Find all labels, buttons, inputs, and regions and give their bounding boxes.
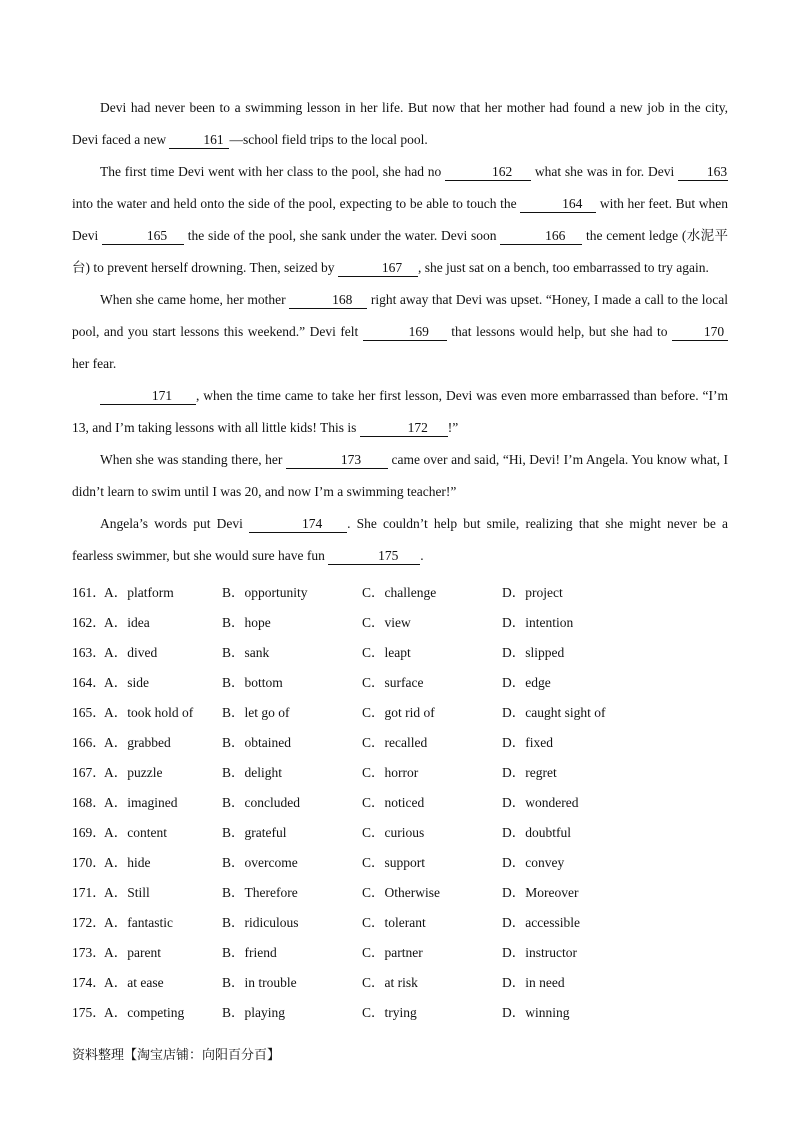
- option-d: D．instructor: [502, 945, 577, 960]
- option-b: B．sank: [222, 645, 270, 660]
- passage-paragraph-6: [72, 508, 728, 572]
- question-row: [72, 758, 728, 788]
- option-c: C．recalled: [362, 735, 428, 750]
- option-b: B．in trouble: [222, 975, 297, 990]
- option-b: B．ridiculous: [222, 915, 299, 930]
- blank-167: 167: [338, 260, 418, 277]
- option-d: D．winning: [502, 1005, 570, 1020]
- question-number: 168．: [72, 795, 106, 810]
- question-row: [72, 998, 728, 1028]
- question-row: [72, 578, 728, 608]
- option-a: A．platform: [104, 585, 174, 600]
- option-b: B．concluded: [222, 795, 300, 810]
- option-c: C．got rid of: [362, 705, 435, 720]
- option-c: C．tolerant: [362, 915, 426, 930]
- option-c: C．at risk: [362, 975, 418, 990]
- question-number: 164．: [72, 675, 106, 690]
- passage-text: right away that Devi was upset. “Honey, I made a call to the local pool, and you start lessons this weekend.” Devi felt: [72, 292, 728, 339]
- passage-text: !”: [447, 420, 459, 435]
- option-b: B．obtained: [222, 735, 291, 750]
- question-row: [72, 908, 728, 938]
- option-a: A．side: [104, 675, 149, 690]
- option-b: B．bottom: [222, 675, 283, 690]
- blank-174: 174: [249, 516, 347, 533]
- passage-text: , when the time came to take her first lesson, Devi was even more embarrassed than before. “I’m 13, and I’m taking lessons with all little kids! This is: [72, 388, 728, 435]
- option-a: A．content: [104, 825, 167, 840]
- question-number: 162．: [72, 615, 106, 630]
- blank-173: 173: [286, 452, 388, 469]
- option-b: B．opportunity: [222, 585, 308, 600]
- option-d: D．wondered: [502, 795, 579, 810]
- question-number: 171．: [72, 885, 106, 900]
- blank-164: 164: [520, 196, 596, 213]
- passage-text: into the water and held onto the side of the pool, expecting to be able to touch the: [72, 196, 521, 211]
- question-number: 163．: [72, 645, 106, 660]
- passage-text: the side of the pool, she sank under the water. Devi soon: [183, 228, 501, 243]
- blank-175: 175: [328, 548, 420, 565]
- option-c: C．support: [362, 855, 426, 870]
- question-row: [72, 668, 728, 698]
- option-d: D．regret: [502, 765, 557, 780]
- blank-163: 163: [678, 164, 728, 181]
- passage-text: . She couldn’t help but smile, realizing that she might never be a fearless swimmer, but she would sure have fun: [72, 516, 729, 563]
- option-c: C．Otherwise: [362, 885, 440, 900]
- option-a: A．at ease: [104, 975, 164, 990]
- option-d: D．intention: [502, 615, 574, 630]
- passage-text: with her feet. But when Devi: [72, 196, 728, 243]
- option-d: D．slipped: [502, 645, 565, 660]
- passage-text: When she was standing there, her: [100, 452, 286, 467]
- option-b: B．delight: [222, 765, 282, 780]
- passage-text: her fear.: [72, 356, 117, 371]
- question-number: 169．: [72, 825, 106, 840]
- passage-paragraph-2: [72, 156, 728, 284]
- question-row: [72, 788, 728, 818]
- question-number: 172．: [72, 915, 106, 930]
- option-a: A．competing: [104, 1005, 185, 1020]
- blank-168: 168: [289, 292, 367, 309]
- option-d: D．in need: [502, 975, 565, 990]
- question-row: [72, 608, 728, 638]
- option-a: A．parent: [104, 945, 161, 960]
- option-d: D．project: [502, 585, 563, 600]
- passage-text: The first time Devi went with her class to the pool, she had no: [100, 164, 446, 179]
- passage-paragraph-4: [72, 380, 728, 444]
- option-c: C．surface: [362, 675, 424, 690]
- answer-options: [72, 578, 728, 1028]
- question-row: [72, 698, 728, 728]
- option-c: C．noticed: [362, 795, 425, 810]
- question-row: [72, 848, 728, 878]
- option-a: A．grabbed: [104, 735, 171, 750]
- option-d: D．doubtful: [502, 825, 571, 840]
- passage-text: the cement ledge (水泥平台) to prevent herself drowning. Then, seized by: [72, 228, 728, 275]
- option-a: A．dived: [104, 645, 158, 660]
- option-a: A．imagined: [104, 795, 178, 810]
- option-a: A．Still: [104, 885, 150, 900]
- blank-162: 162: [445, 164, 531, 181]
- passage-text: .: [420, 548, 424, 563]
- option-a: A．took hold of: [104, 705, 194, 720]
- option-d: D．accessible: [502, 915, 580, 930]
- question-number: 173．: [72, 945, 106, 960]
- option-d: D．caught sight of: [502, 705, 606, 720]
- question-row: [72, 938, 728, 968]
- question-row: [72, 818, 728, 848]
- passage-text: , she just sat on a bench, too embarrassed to try again.: [417, 260, 709, 275]
- option-c: C．leapt: [362, 645, 411, 660]
- option-b: B．grateful: [222, 825, 287, 840]
- option-b: B．overcome: [222, 855, 298, 870]
- option-b: B．playing: [222, 1005, 285, 1020]
- option-d: D．convey: [502, 855, 565, 870]
- option-a: A．fantastic: [104, 915, 173, 930]
- option-c: C．horror: [362, 765, 419, 780]
- option-c: C．partner: [362, 945, 423, 960]
- question-number: 167．: [72, 765, 106, 780]
- passage-text: came over and said, “Hi, Devi! I’m Angela. You know what, I didn’t learn to swim until I was 20, and now I’m a swimming teacher!”: [72, 452, 728, 499]
- passage-paragraph-3: [72, 284, 728, 380]
- blank-161: 161: [169, 132, 229, 149]
- passage-text: Angela’s words put Devi: [100, 516, 250, 531]
- question-row: [72, 638, 728, 668]
- option-c: C．curious: [362, 825, 425, 840]
- question-number: 161．: [72, 585, 106, 600]
- option-c: C．trying: [362, 1005, 417, 1020]
- passage-text: Devi had never been to a swimming lesson in her life. But now that her mother had found a new job in the city, Devi faced a new: [72, 100, 728, 147]
- option-d: D．fixed: [502, 735, 553, 750]
- question-row: [72, 968, 728, 998]
- option-a: A．idea: [104, 615, 150, 630]
- option-d: D．Moreover: [502, 885, 579, 900]
- blank-165: 165: [102, 228, 184, 245]
- question-number: 174．: [72, 975, 106, 990]
- question-row: [72, 728, 728, 758]
- question-number: 166．: [72, 735, 106, 750]
- blank-166: 166: [500, 228, 582, 245]
- question-row: [72, 878, 728, 908]
- passage-text: —school field trips to the local pool.: [229, 132, 428, 147]
- passage-text: that lessons would help, but she had to: [446, 324, 672, 339]
- blank-172: 172: [360, 420, 448, 437]
- question-number: 175．: [72, 1005, 106, 1020]
- passage-paragraph-5: [72, 444, 728, 508]
- option-c: C．challenge: [362, 585, 437, 600]
- option-b: B．hope: [222, 615, 271, 630]
- option-a: A．hide: [104, 855, 151, 870]
- option-b: B．let go of: [222, 705, 290, 720]
- passage-paragraph-1: [72, 92, 728, 156]
- blank-171: 171: [100, 388, 196, 405]
- question-number: 170．: [72, 855, 106, 870]
- passage-text: When she came home, her mother: [100, 292, 290, 307]
- passage-text: what she was in for. Devi: [531, 164, 678, 179]
- document-page: [72, 92, 728, 1028]
- blank-170: 170: [672, 324, 728, 341]
- question-number: 165．: [72, 705, 106, 720]
- option-b: B．friend: [222, 945, 277, 960]
- option-c: C．view: [362, 615, 411, 630]
- option-d: D．edge: [502, 675, 551, 690]
- blank-169: 169: [363, 324, 447, 341]
- footer-credit: 资料整理【淘宝店铺：向阳百分百】: [72, 1048, 281, 1063]
- option-b: B．Therefore: [222, 885, 298, 900]
- option-a: A．puzzle: [104, 765, 163, 780]
